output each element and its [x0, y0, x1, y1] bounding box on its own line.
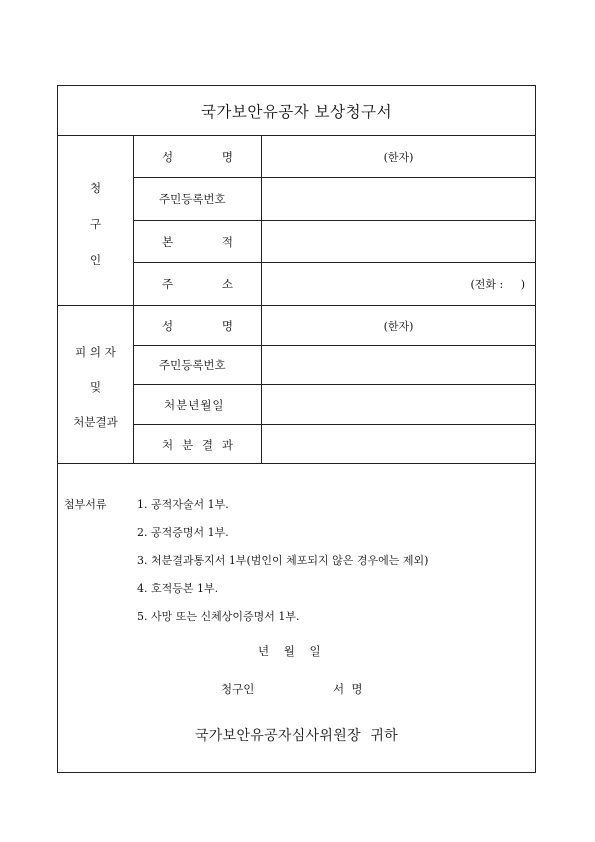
- claim-form: [57, 85, 536, 773]
- claimant-name-label: [134, 136, 262, 177]
- claimant-name-field[interactable]: (한자): [383, 150, 414, 164]
- claimant-rrn-row: [134, 178, 535, 221]
- suspect-result-row: [134, 425, 535, 464]
- suspect-label-line: 및: [89, 380, 102, 394]
- claimant-label-char: 청: [89, 181, 102, 195]
- claimant-address-field[interactable]: (전화 : ): [470, 278, 525, 291]
- attachment-item: 3. 처분결과통지서 1부(범인이 체포되지 않은 경우에는 제외): [137, 554, 429, 567]
- label-char: 결: [201, 437, 214, 452]
- suspect-result-label: [134, 425, 262, 464]
- attachments-label: 첨부서류: [64, 498, 107, 511]
- claimant-section: [58, 136, 535, 306]
- claimant-sign-label: 청구인: [221, 682, 255, 696]
- label-char: 명: [221, 149, 233, 164]
- suspect-section-label: [58, 306, 134, 463]
- suspect-label-line: 처분결과: [73, 415, 118, 429]
- suspect-section: [58, 306, 535, 464]
- claimant-label-char: 인: [89, 253, 102, 267]
- claimant-address-label: [134, 263, 262, 305]
- label-char: 처: [162, 437, 174, 452]
- claimant-domicile-row: [134, 221, 535, 263]
- claimant-domicile-field[interactable]: [262, 221, 535, 262]
- label-char: 본: [162, 234, 174, 249]
- suspect-name-label: [134, 306, 262, 345]
- attachment-item: 4. 호적등본 1부.: [137, 582, 219, 595]
- claimant-rrn-field[interactable]: [262, 178, 535, 220]
- claimant-address-row: [134, 263, 535, 305]
- label-char: 소: [221, 277, 233, 291]
- signature-field[interactable]: 서 명: [333, 682, 363, 696]
- claimant-rrn-label: 주민등록번호: [134, 178, 262, 220]
- suspect-rrn-label: 주민등록번호: [134, 346, 262, 384]
- suspect-rrn-row: [134, 346, 535, 385]
- label-char: 주: [162, 277, 174, 291]
- suspect-date-row: [134, 385, 535, 425]
- suspect-date-label: 처분년월일: [134, 385, 262, 424]
- suspect-rrn-field[interactable]: [262, 346, 535, 384]
- label-char: 과: [221, 437, 233, 452]
- label-char: 적: [221, 234, 233, 249]
- claimant-name-row: [134, 136, 535, 178]
- label-char: 성: [162, 318, 174, 333]
- suspect-label-line: 피 의 자: [75, 345, 116, 359]
- label-char: 명: [221, 318, 233, 333]
- label-char: 성: [162, 149, 174, 164]
- suspect-date-field[interactable]: [262, 385, 535, 424]
- attachment-item: 1. 공적자술서 1부.: [137, 498, 229, 511]
- suspect-result-field[interactable]: [262, 425, 535, 464]
- date-line: 년 월 일: [258, 644, 321, 658]
- attachment-item: 2. 공적증명서 1부.: [137, 526, 229, 539]
- claimant-domicile-label: [134, 221, 262, 262]
- claimant-section-label: [58, 136, 134, 305]
- attachment-item: 5. 사망 또는 신체상이증명서 1부.: [137, 610, 300, 623]
- claimant-label-char: 구: [89, 217, 102, 231]
- addressee: 국가보안유공자심사위원장 귀하: [194, 728, 399, 744]
- suspect-name-field[interactable]: (한자): [383, 319, 414, 333]
- suspect-name-row: [134, 306, 535, 346]
- form-title: 국가보안유공자 보상청구서: [58, 86, 535, 136]
- label-char: 분: [181, 437, 194, 452]
